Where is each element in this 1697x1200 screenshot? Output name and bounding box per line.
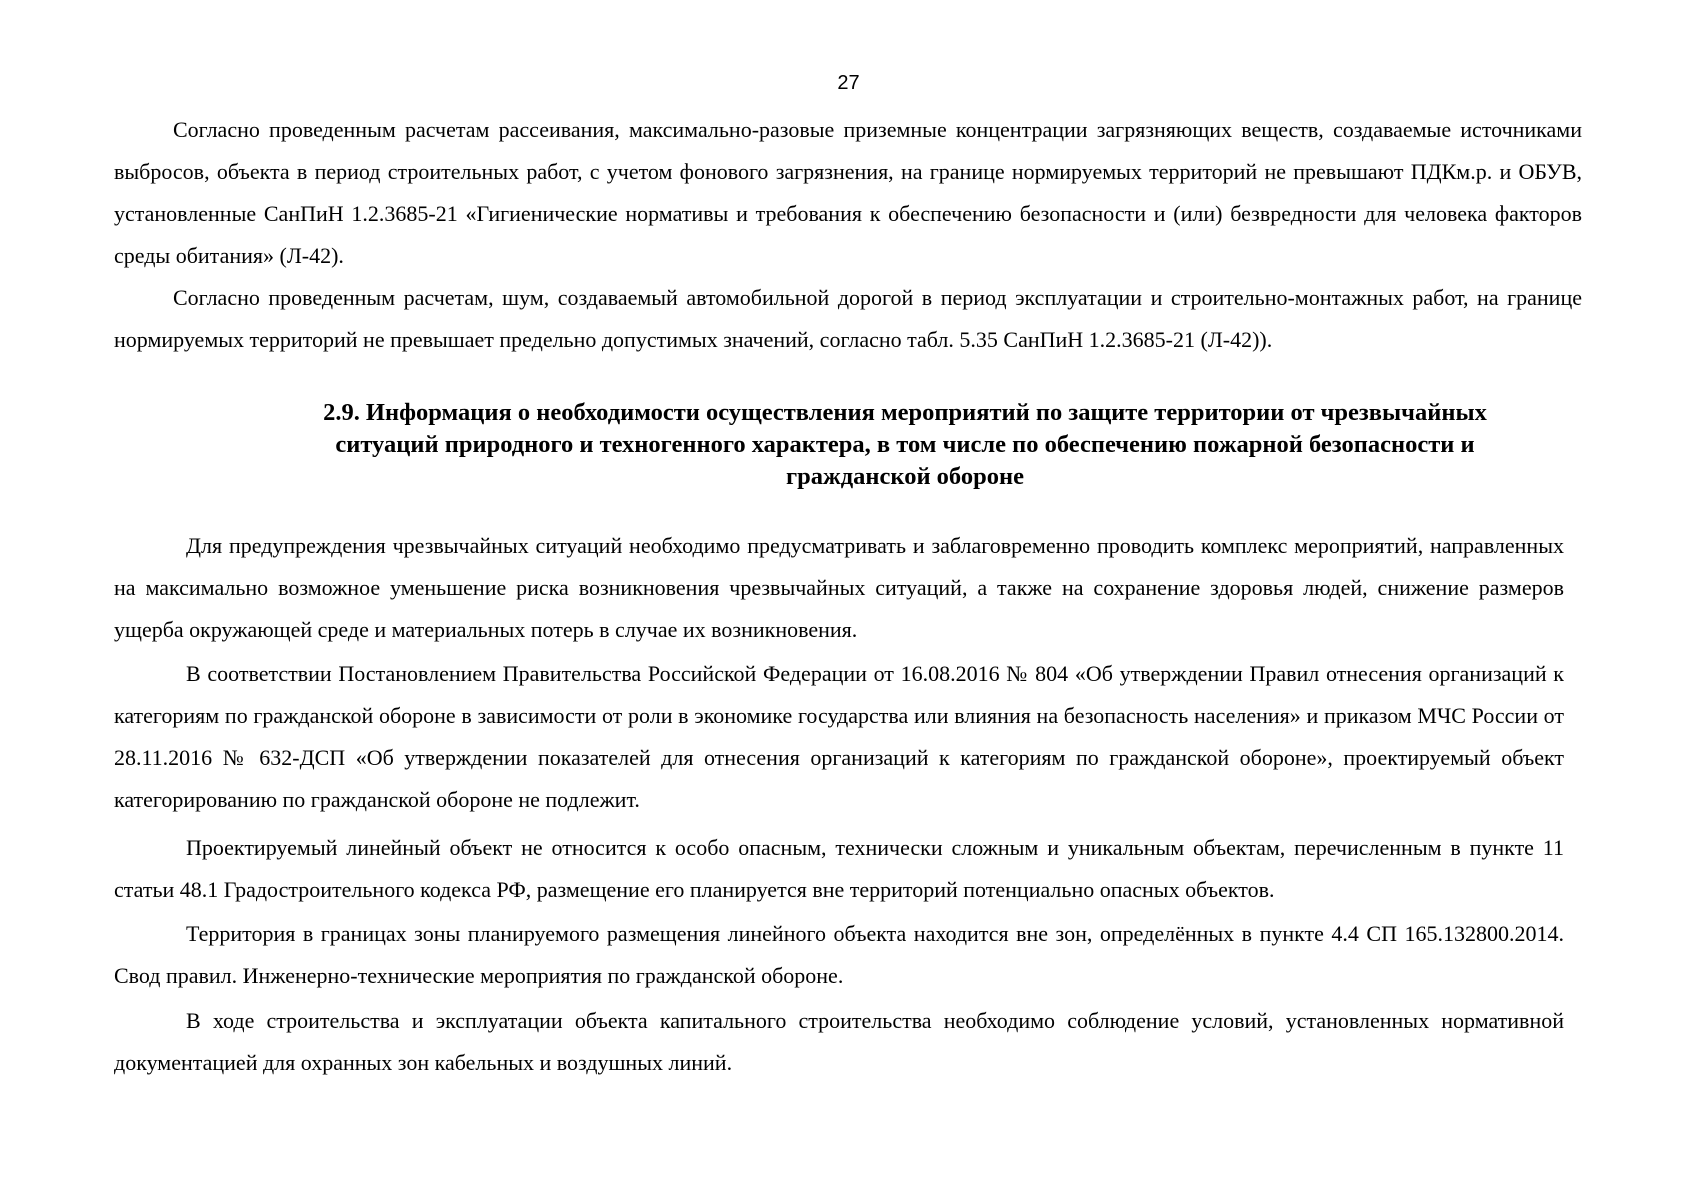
section-number: 2.9. [323,399,360,426]
section-title: Информация о необходимости осуществления мероприятий по защите территории от чрезвычайных ситуаций природного и техногенного характера, в том числе по обеспечению пожарной безопасности и гражданской обороне [335,399,1487,490]
paragraph-hazardous-objects: Проектируемый линейный объект не относится к особо опасным, технически сложным и уникальным объектам, перечисленным в пункте 11 статьи 48.1 Градостроительного кодекса РФ, размещение его планируется вне территорий потенциально опасных объектов. [114,835,1564,902]
paragraph-prevention: Для предупреждения чрезвычайных ситуаций необходимо предусматривать и заблаговременно проводить комплекс мероприятий, направленных на максимально возможное уменьшение риска возникновения чрезвычайных ситуаций, а также на сохранение здоровья людей, снижение размеров ущерба окружающей среде и материальных потерь в случае их возникновения. [114,533,1564,642]
paragraph-noise: Согласно проведенным расчетам, шум, создаваемый автомобильной дорогой в период эксплуатации и строительно-монтажных работ, на границе нормируемых территорий не превышает предельно допустимых значений, согласно табл. 5.35 СанПиН 1.2.3685-21 (Л-42)). [114,285,1582,352]
paragraph-zone-territory: Территория в границах зоны планируемого размещения линейного объекта находится вне зон, определённых в пункте 4.4 СП 165.132800.2014. Свод правил. Инженерно-технические мероприятия по гражданской обороне. [114,921,1564,988]
paragraph-dispersion: Согласно проведенным расчетам рассеивания, максимально-разовые приземные концентрации загрязняющих веществ, создаваемые источниками выбросов, объекта в период строительных работ, с учетом фонового загрязнения, на границе нормируемых территорий не превышают ПДКм.р. и ОБУВ, установленные СанПиН 1.2.3685-21 «Гигиенические нормативы и требования к обеспечению безопасности и (или) безвредности для человека факторов среды обитания» (Л-42). [114,117,1582,268]
section-heading [290,397,1520,493]
paragraph-civil-defense-category: В соответствии Постановлением Правительства Российской Федерации от 16.08.2016 № 804 «Об утверждении Правил отнесения организаций к категориям по гражданской обороне в зависимости от роли в экономике государства или влияния на безопасность населения» и приказом МЧС России от 28.11.2016 № 632-ДСП «Об утверждении показателей для отнесения организаций к категориям по гражданской обороне», проектируемый объект категорированию по гражданской обороне не подлежит. [114,661,1564,812]
paragraph-protection-zones: В ходе строительства и эксплуатации объекта капитального строительства необходимо соблюдение условий, установленных нормативной документацией для охранных зон кабельных и воздушных линий. [114,1008,1564,1075]
page-number: 27 [837,72,860,94]
